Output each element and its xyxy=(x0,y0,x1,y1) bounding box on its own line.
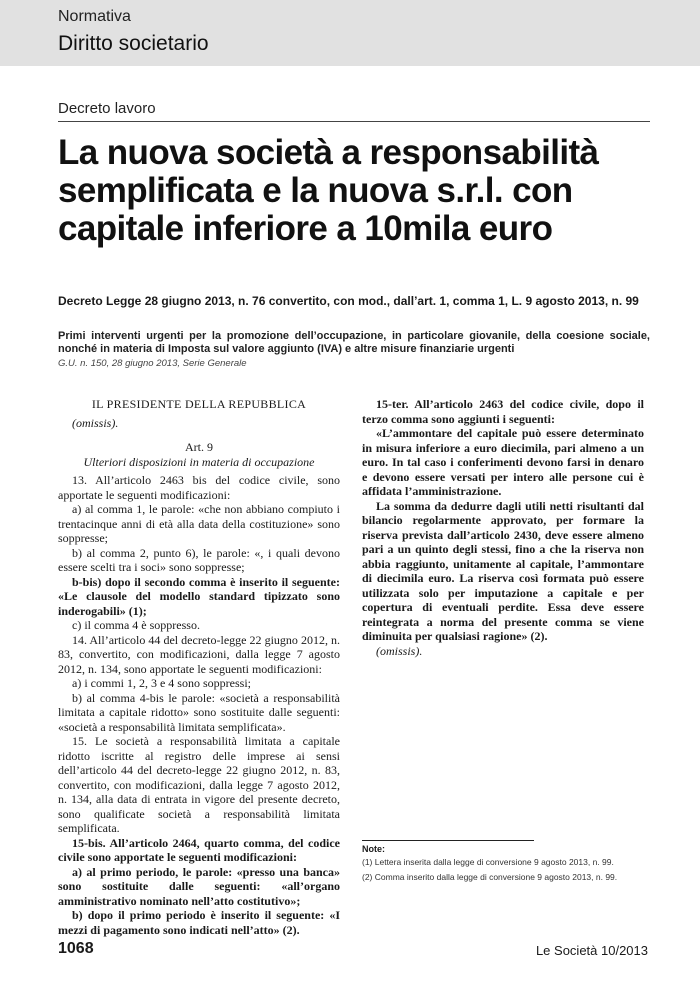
left-column xyxy=(58,397,340,937)
paragraph: b) al comma 4-bis le parole: «società a responsabilità limitata a capitale ridotto» sono sostituite dalle seguenti: «società a responsabilità limitata semplificata». xyxy=(58,690,340,734)
omissis-text: (omissis). xyxy=(376,643,423,658)
paragraph: b) al comma 2, punto 6), le parole: «, i quali devono essere scelti tra i soci» sono soppresse; xyxy=(58,545,340,574)
president-heading: IL PRESIDENTE DELLA REPUBBLICA xyxy=(91,397,307,411)
article-number: Art. 9 xyxy=(185,440,213,454)
article-category: Decreto lavoro xyxy=(58,100,156,117)
header-section: Diritto societario xyxy=(58,32,209,55)
paragraph: 15-bis. All’articolo 2464, quarto comma, del codice civile sono apportate le seguenti modificazioni: xyxy=(58,835,340,864)
omissis-text: (omissis). xyxy=(72,415,119,430)
footnote: (2) Comma inserito dalla legge di conversione 9 agosto 2013, n. 99. xyxy=(362,872,618,882)
decree-reference: Decreto Legge 28 giugno 2013, n. 76 convertito, con mod., dall’art. 1, comma 1, L. 9 agosto 2013, n. 99 xyxy=(58,294,639,308)
header-kicker: Normativa xyxy=(58,8,131,25)
paragraph: 15-ter. All’articolo 2463 del codice civile, dopo il terzo comma sono aggiunti i seguenti: xyxy=(362,397,644,426)
paragraph: b) dopo il primo periodo è inserito il seguente: «I mezzi di pagamento sono indicati nell’atto» (2). xyxy=(58,908,340,937)
paragraph: a) al primo periodo, le parole: «presso una banca» sono sostituite dalle seguenti: «all’organo amministrativo nominato nell’atto costitutivo»; xyxy=(58,864,340,908)
paragraph: 13. All’articolo 2463 bis del codice civile, sono apportate le seguenti modificazioni: xyxy=(58,473,340,502)
paragraph: a) i commi 1, 2, 3 e 4 sono soppressi; xyxy=(72,676,251,690)
footnotes xyxy=(362,840,652,887)
paragraph: La somma da dedurre dagli utili netti risultanti dal bilancio regolarmente approvato, per formare la riserva prevista dall’articolo 2430, deve essere almeno pari a un quinto degli stessi, fino a che la riserva non abbia raggiunto, unitamente al capitale, l’ammontare di diecimila euro. La riserva così formata può essere utilizzata solo per imputazione a capitale e per copertura di eventuali perdite. Essa deve essere reintegrata a norma del presente comma se viene diminuita per qualsiasi ragione» (2). xyxy=(362,498,644,643)
journal-issue: Le Società 10/2013 xyxy=(535,943,648,958)
paragraph: «L’ammontare del capitale può essere determinato in misura inferiore a euro diecimila, pari almeno a un euro. In tal caso i conferimenti devono farsi in denaro e devono essere versati per intero alle persone cui è affidata l’amministrazione. xyxy=(362,426,644,498)
decree-subject: Primi interventi urgenti per la promozione dell’occupazione, in particolare giovanile, della coesione sociale, nonché in materia di Imposta sul valore aggiunto (IVA) e altre misure finanziarie urgenti xyxy=(58,330,650,355)
gazette-reference: G.U. n. 150, 28 giugno 2013, Serie Generale xyxy=(58,358,247,369)
article-title: La nuova società a responsabilità semplificata e la nuova s.r.l. con capitale inferiore a 10mila euro xyxy=(58,133,599,248)
header-band xyxy=(0,0,700,66)
footnote: (1) Lettera inserita dalla legge di conversione 9 agosto 2013, n. 99. xyxy=(362,857,614,867)
paragraph: c) il comma 4 è soppresso. xyxy=(72,618,200,632)
paragraph: a) al comma 1, le parole: «che non abbiano compiuto i trentacinque anni di età alla data della costituzione» sono soppresse; xyxy=(58,502,340,545)
notes-title: Note: xyxy=(362,844,385,854)
article-subtitle: Ulteriori disposizioni in materia di occupazione xyxy=(83,454,315,469)
page-number: 1068 xyxy=(58,940,94,957)
paragraph: b-bis) dopo il secondo comma è inserito il seguente: «Le clausole del modello standard tipizzato sono inderogabili» (1); xyxy=(58,574,340,618)
notes-divider xyxy=(362,840,534,841)
paragraph: 15. Le società a responsabilità limitata a capitale ridotto iscritte al registro delle imprese ai sensi dell’articolo 44 del decreto-legge 22 giugno 2012, n. 83, convertito, con modificazioni, dalla legge 7 agosto 2012, n. 134, alla data di entrata in vigore del presente decreto, sono qualificate società a responsabilità limitata semplificata. xyxy=(58,734,340,835)
category-divider xyxy=(58,121,650,122)
right-column xyxy=(362,397,644,658)
paragraph: 14. All’articolo 44 del decreto-legge 22 giugno 2012, n. 83, convertito, con modificazioni, dalla legge 7 agosto 2012, n. 134, sono apportate le seguenti modificazioni: xyxy=(58,632,340,676)
